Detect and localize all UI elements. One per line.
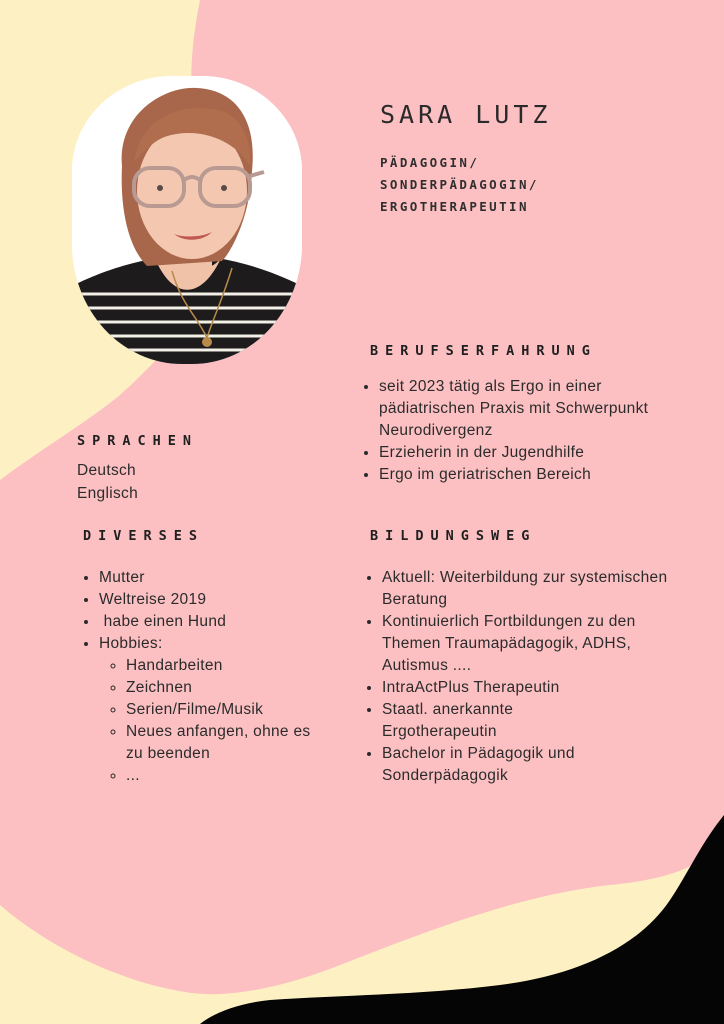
sprachen-list	[77, 459, 138, 505]
job-title: ERGOTHERAPEUTIN	[380, 199, 529, 214]
list-item: • Staatl. anerkannte Ergotherapeutin	[382, 699, 552, 743]
job-title: SONDERPÄDAGOGIN/	[380, 177, 539, 192]
list-item: • IntraActPlus Therapeutin	[382, 677, 682, 699]
hobby-item: ◦ ...	[126, 765, 334, 787]
list-item: • Erzieherin in der Jugendhilfe	[379, 442, 689, 464]
list-item: • Aktuell: Weiterbildung zur systemischen Beratung	[382, 567, 682, 611]
hobby-item: ◦ Neues anfangen, ohne es zu beenden	[126, 721, 311, 765]
hobby-item: ◦ Handarbeiten	[126, 655, 334, 677]
list-item: • Weltreise 2019	[99, 589, 334, 611]
berufserfahrung-heading: BERUFSERFAHRUNG	[370, 343, 597, 359]
diverses-heading: DIVERSES	[83, 528, 205, 544]
sprachen-heading: SPRACHEN	[77, 433, 199, 449]
diverses-list	[79, 567, 334, 787]
hobbies-label: Hobbies:	[99, 635, 163, 652]
list-item: • Mutter	[99, 567, 334, 589]
list-item: • Bachelor in Pädagogik und Sonderpädagogik	[382, 743, 597, 787]
profile-photo	[72, 76, 302, 364]
language-item: Englisch	[77, 485, 138, 502]
list-item: • habe einen Hund	[99, 611, 334, 633]
job-titles	[380, 152, 539, 218]
list-item	[99, 633, 334, 787]
berufserfahrung-list	[359, 376, 689, 486]
list-item: • seit 2023 tätig als Ergo in einer pädiatrischen Praxis mit Schwerpunkt Neurodivergenz	[379, 376, 689, 442]
person-name: SARA LUTZ	[380, 100, 552, 129]
list-item: • Kontinuierlich Fortbildungen zu den Themen Traumapädagogik, ADHS, Autismus ....	[382, 611, 682, 677]
list-item: • Ergo im geriatrischen Bereich	[379, 464, 689, 486]
job-title: PÄDAGOGIN/	[380, 155, 480, 170]
hobby-item: ◦ Zeichnen	[126, 677, 334, 699]
hobbies-list	[99, 655, 334, 787]
bildungsweg-heading: BILDUNGSWEG	[370, 528, 537, 544]
hobby-item: ◦ Serien/Filme/Musik	[126, 699, 334, 721]
bildungsweg-list	[362, 567, 682, 787]
language-item: Deutsch	[77, 462, 136, 479]
